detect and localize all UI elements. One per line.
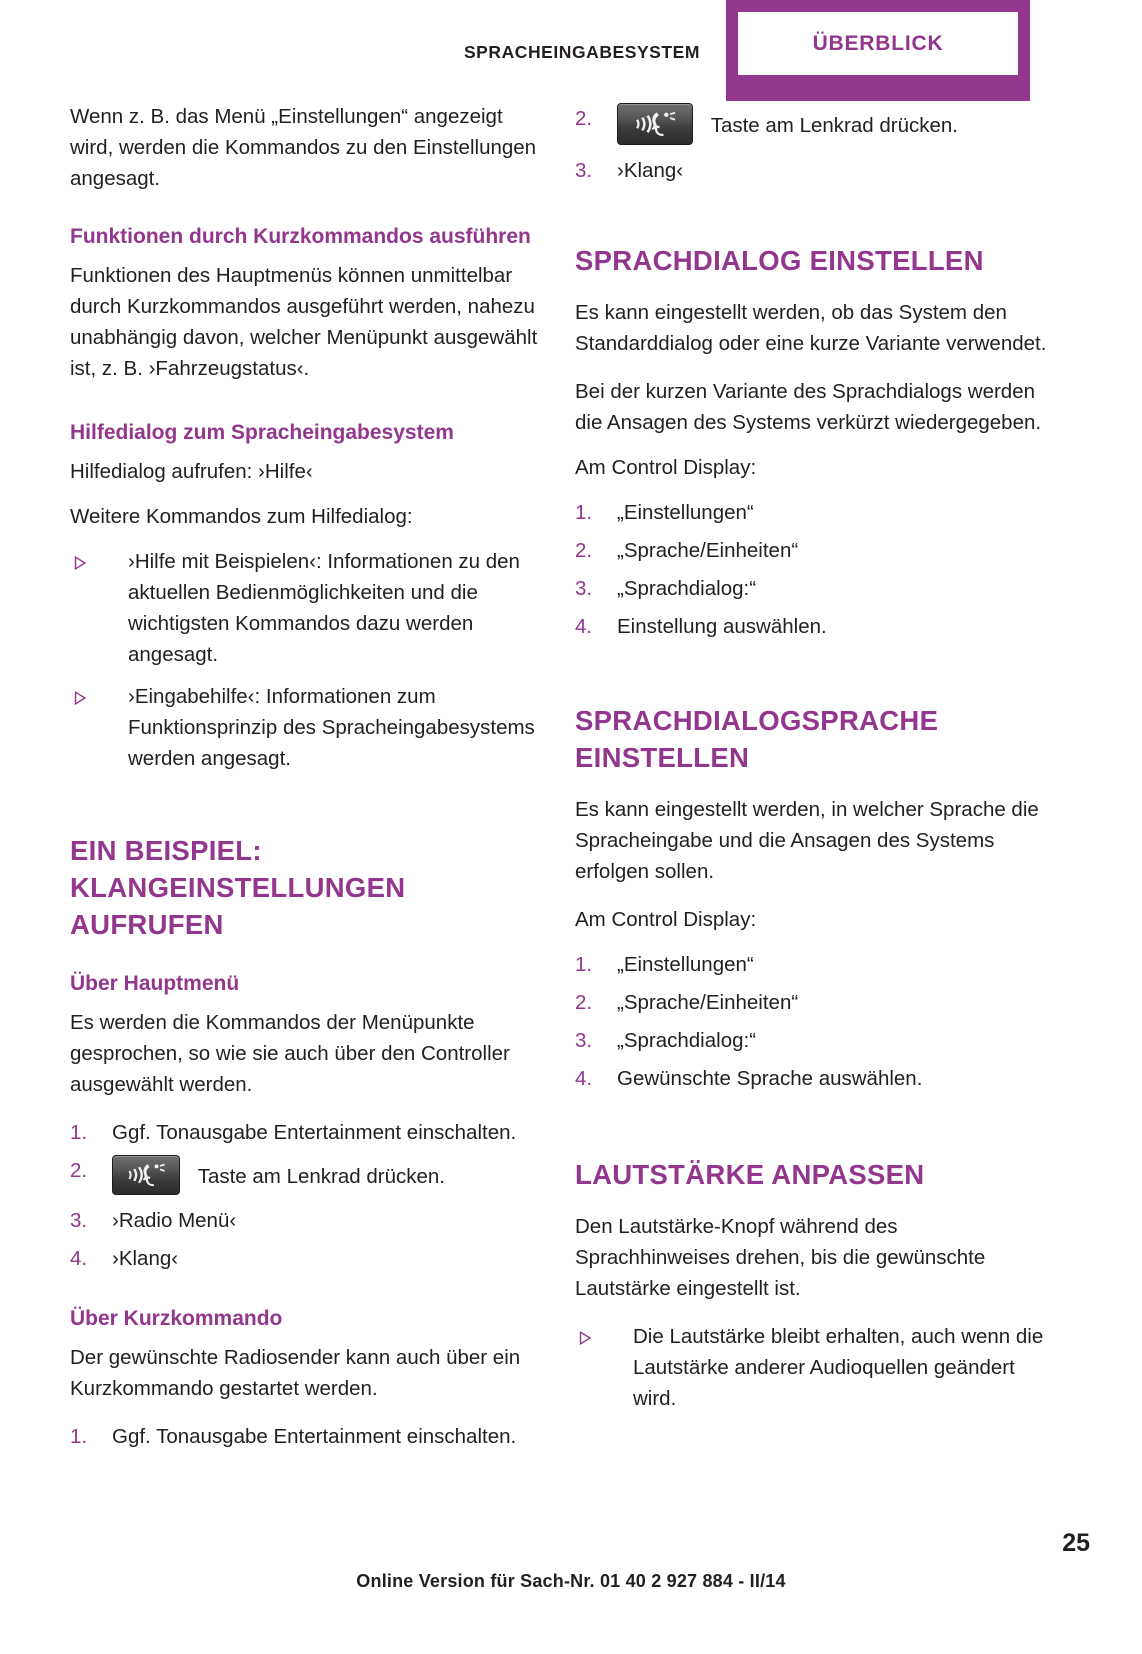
- list-item: [70, 681, 545, 774]
- voice-button-icon: [112, 1155, 180, 1195]
- list-item-text: Ggf. Tonausgabe Entertainment einschalten.: [112, 1425, 517, 1448]
- list-item: [70, 1155, 545, 1198]
- list-item-number: 1.: [575, 953, 593, 976]
- triangle-bullet-icon: [579, 1322, 595, 1353]
- header-section-tab-label: ÜBERBLICK: [812, 31, 944, 55]
- paragraph-sprachdialog-control-display: Am Control Display:: [575, 456, 757, 479]
- intro-paragraph: Wenn z. B. das Menü „Einstellungen“ angezeigt wird, werden die Kommandos zu den Einstellungen angesagt.: [70, 105, 537, 190]
- section-heading-lautstaerke: LAUTSTÄRKE ANPASSEN: [575, 1159, 925, 1190]
- paragraph-sprachdialog-1: Es kann eingestellt werden, ob das System den Standarddialog oder eine kurze Variante verwendet.: [575, 301, 1047, 355]
- list-item-text: „Einstellungen“: [617, 953, 754, 976]
- subheading-hauptmenue: Über Hauptmenü: [70, 972, 240, 995]
- list-item-number: 3.: [575, 577, 593, 600]
- paragraph-hilfedialog-aufrufen: Hilfedialog aufrufen: ›Hilfe‹: [70, 460, 313, 483]
- list-item-text: „Sprache/Einheiten“: [617, 991, 799, 1014]
- voice-button-icon: [617, 103, 693, 145]
- list-item: [70, 1117, 545, 1148]
- list-item: [575, 987, 1050, 1018]
- page-body: [0, 101, 1142, 1501]
- page-header: [0, 0, 1142, 101]
- list-item-text: „Einstellungen“: [617, 501, 754, 524]
- list-item-number: 4.: [575, 1067, 593, 1090]
- list-item-number: 2.: [575, 539, 593, 562]
- list-item: [575, 535, 1050, 566]
- section-heading-sprachdialogsprache: SPRACHDIALOGSPRACHE EINSTELLEN: [575, 705, 939, 773]
- list-item-number: 4.: [575, 615, 593, 638]
- paragraph-lautstaerke: Den Lautstärke-Knopf während des Sprachhinweises drehen, bis die gewünschte Lautstärke eingestellt ist.: [575, 1215, 986, 1300]
- list-item-number: 3.: [575, 159, 593, 182]
- left-column: [70, 101, 545, 1459]
- lautstaerke-bullet-list: [575, 1321, 1050, 1414]
- list-item: [575, 155, 1050, 186]
- list-item: [70, 1205, 545, 1236]
- list-item-number: 1.: [70, 1425, 88, 1448]
- list-item-number: 2.: [575, 991, 593, 1014]
- sprachdialogsprache-step-list: [575, 949, 1050, 1094]
- list-item-number: 2.: [70, 1159, 88, 1182]
- list-item-text: Einstellung auswählen.: [617, 615, 827, 638]
- paragraph-sprachdialogsprache-1: Es kann eingestellt werden, in welcher Sprache die Spracheingabe und die Ansagen des Systems erfolgen sollen.: [575, 798, 1039, 883]
- list-item: [70, 546, 545, 670]
- list-item: [575, 1063, 1050, 1094]
- list-item: [575, 103, 1050, 148]
- paragraph-kurzkommando: Der gewünschte Radiosender kann auch über ein Kurzkommando gestartet werden.: [70, 1346, 521, 1400]
- list-item-text: ›Klang‹: [617, 159, 684, 182]
- section-heading-sprachdialog: SPRACHDIALOG EINSTELLEN: [575, 245, 984, 276]
- list-item-text: ›Eingabehilfe‹: Informationen zum Funktionsprinzip des Spracheingabesystems werden angesagt.: [128, 685, 535, 770]
- list-item-text: ›Radio Menü‹: [112, 1209, 237, 1232]
- subheading-kurzkommando: Über Kurzkommando: [70, 1307, 283, 1330]
- paragraph-hauptmenue: Es werden die Kommandos der Menüpunkte gesprochen, so wie sie auch über den Controller ausgewählt werden.: [70, 1011, 510, 1096]
- paragraph-hilfedialog-weitere: Weitere Kommandos zum Hilfedialog:: [70, 505, 413, 528]
- list-item: [575, 949, 1050, 980]
- continued-step-list: [575, 103, 1050, 186]
- list-item-number: 4.: [70, 1247, 88, 1270]
- list-item-number: 3.: [575, 1029, 593, 1052]
- paragraph-sprachdialog-2: Bei der kurzen Variante des Sprachdialogs werden die Ansagen des Systems verkürzt wiedergegeben.: [575, 380, 1042, 434]
- list-item: [575, 497, 1050, 528]
- hilfedialog-bullet-list: [70, 546, 545, 774]
- list-item: [70, 1421, 545, 1452]
- list-item: [575, 573, 1050, 604]
- right-column: [575, 101, 1050, 1425]
- list-item-text: Taste am Lenkrad drücken.: [197, 1165, 445, 1188]
- subheading-kurzkommandos: Funktionen durch Kurzkommandos ausführen: [70, 225, 531, 248]
- list-item-number: 1.: [575, 501, 593, 524]
- list-item-text: ›Hilfe mit Beispielen‹: Informationen zu den aktuellen Bedienmöglichkeiten und die wichtigsten Kommandos dazu werden angesagt.: [128, 550, 520, 666]
- triangle-bullet-icon: [74, 682, 90, 713]
- triangle-bullet-icon: [74, 547, 90, 578]
- paragraph-kurzkommandos: Funktionen des Hauptmenüs können unmittelbar durch Kurzkommandos ausgeführt werden, nahezu unabhängig davon, welcher Menüpunkt ausgewählt ist, z. B. ›Fahrzeugstatus‹.: [70, 264, 538, 380]
- footer-note: Online Version für Sach-Nr. 01 40 2 927 884 - II/14: [356, 1571, 786, 1591]
- list-item-text: Taste am Lenkrad drücken.: [710, 114, 958, 137]
- list-item-text: Die Lautstärke bleibt erhalten, auch wenn die Lautstärke anderer Audioquellen geändert wird.: [633, 1325, 1044, 1410]
- paragraph-sprachdialogsprache-control-display: Am Control Display:: [575, 908, 757, 931]
- list-item-number: 1.: [70, 1121, 88, 1144]
- list-item-text: Ggf. Tonausgabe Entertainment einschalten.: [112, 1121, 517, 1144]
- subheading-hilfedialog: Hilfedialog zum Spracheingabesystem: [70, 421, 454, 444]
- header-chapter-title: SPRACHEINGABESYSTEM: [463, 42, 700, 62]
- header-section-tab: [726, 0, 1030, 101]
- list-item-text: Gewünschte Sprache auswählen.: [617, 1067, 923, 1090]
- list-item-text: „Sprachdialog:“: [617, 1029, 757, 1052]
- list-item-number: 3.: [70, 1209, 88, 1232]
- section-heading-beispiel: EIN BEISPIEL: KLANGEINSTELLUNGEN AUFRUFEN: [70, 835, 406, 940]
- page-footer: [0, 1504, 1142, 1654]
- header-section-tab-inner: [738, 12, 1018, 75]
- sprachdialog-step-list: [575, 497, 1050, 642]
- list-item: [575, 611, 1050, 642]
- list-item: [575, 1025, 1050, 1056]
- list-item: [575, 1321, 1050, 1414]
- list-item-number: 2.: [575, 107, 593, 130]
- list-item-text: „Sprache/Einheiten“: [617, 539, 799, 562]
- kurzkommando-step-list: [70, 1421, 545, 1452]
- list-item: [70, 1243, 545, 1274]
- page-number: 25: [1062, 1529, 1090, 1557]
- list-item-text: ›Klang‹: [112, 1247, 179, 1270]
- list-item-text: „Sprachdialog:“: [617, 577, 757, 600]
- hauptmenue-step-list: [70, 1117, 545, 1274]
